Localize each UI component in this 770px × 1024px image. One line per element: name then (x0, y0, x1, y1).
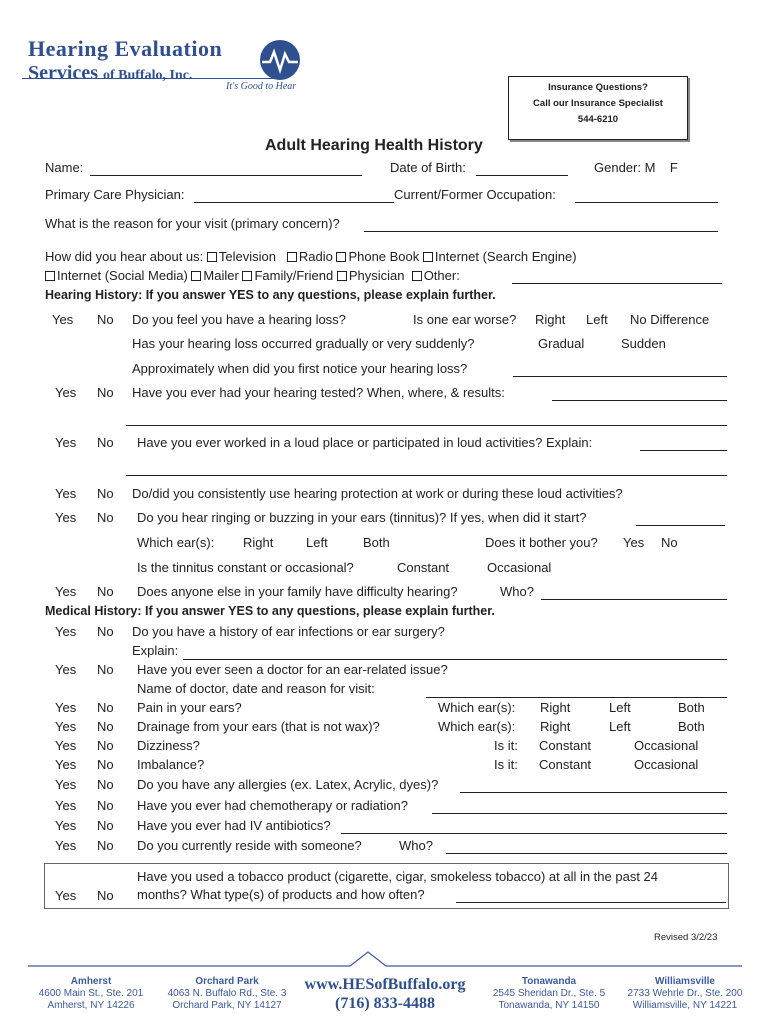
mh10-question: Do you currently reside with someone? (137, 838, 362, 853)
hh2-results-field[interactable] (552, 400, 727, 401)
hh6-no[interactable]: No (97, 584, 114, 599)
hh5-occasional[interactable]: Occasional (487, 560, 552, 575)
opt-television: Television (218, 249, 276, 264)
footer-williamsville (620, 976, 750, 1012)
hh5-constant[interactable]: Constant (397, 560, 450, 575)
hh6-question: Does anyone else in your family have difficulty hearing? (137, 584, 458, 599)
insurance-question: Insurance Questions? (548, 82, 648, 93)
footer-amherst-street: 4600 Main St., Ste. 201 (38, 988, 144, 999)
hh1-when-question: Approximately when did you first notice your hearing loss? (132, 361, 468, 376)
hh1-yes[interactable]: Yes (52, 312, 74, 327)
footer-amherst-city: Amherst, NY 14226 (47, 1000, 135, 1011)
hh2-no[interactable]: No (97, 385, 114, 400)
hh5-start-field[interactable] (636, 525, 725, 526)
hh1-when-field[interactable] (513, 376, 727, 377)
mh10-yes[interactable]: Yes (55, 838, 77, 853)
checkbox-family-friend[interactable] (242, 271, 252, 281)
mh2-doctor-label: Name of doctor, date and reason for visit: (137, 681, 375, 696)
checkbox-phone-book[interactable] (336, 252, 346, 262)
mh5-is-it: Is it: (494, 738, 518, 753)
dob-field[interactable] (476, 175, 568, 176)
name-label: Name: (45, 160, 84, 175)
opt-other: Other: (423, 268, 460, 283)
hh5-constant-question: Is the tinnitus constant or occasional? (137, 560, 354, 575)
logo-name-line2 (28, 62, 192, 85)
hh1-sudden[interactable]: Sudden (621, 336, 666, 351)
mh5-no[interactable]: No (97, 738, 114, 753)
mh5-yes[interactable]: Yes (55, 738, 77, 753)
hh5-bother-yes[interactable]: Yes (623, 535, 645, 550)
logo-underline (22, 78, 284, 79)
mh8-no[interactable]: No (97, 798, 114, 813)
mh3-both[interactable]: Both (678, 700, 705, 715)
mh7-question: Do you have any allergies (ex. Latex, Acrylic, dyes)? (137, 777, 439, 792)
checkbox-physician[interactable] (337, 271, 347, 281)
mh5-question: Dizziness? (137, 738, 200, 753)
hh1-right[interactable]: Right (535, 312, 566, 327)
mh3-left[interactable]: Left (609, 700, 631, 715)
mh8-question: Have you ever had chemotherapy or radiation? (137, 798, 408, 813)
hh3-question: Have you ever worked in a loud place or participated in loud activities? Explain: (137, 435, 593, 450)
checkbox-internet-social[interactable] (45, 271, 55, 281)
checkbox-other[interactable] (412, 271, 422, 281)
gender-label[interactable]: Gender: M F (594, 160, 678, 175)
mh1-question: Do you have a history of ear infections or ear surgery? (132, 624, 445, 639)
footer-williamsville-street: 2733 Wehrle Dr., Ste. 200 (627, 988, 743, 999)
insurance-phone: 544-6210 (577, 114, 619, 125)
mh6-yes[interactable]: Yes (55, 757, 77, 772)
hh6-yes[interactable]: Yes (55, 584, 77, 599)
footer-amherst (26, 976, 156, 1012)
mh5-occasional[interactable]: Occasional (634, 738, 699, 753)
mh6-question: Imbalance? (137, 757, 205, 772)
checkbox-internet-search[interactable] (423, 252, 433, 262)
pcp-field[interactable] (194, 202, 394, 203)
dob-label: Date of Birth: (390, 160, 466, 175)
reason-label: What is the reason for your visit (primary concern)? (45, 216, 340, 231)
mh7-no[interactable]: No (97, 777, 114, 792)
medical-history-header: Medical History: If you answer YES to any questions, please explain further. (45, 604, 495, 618)
hh2-question: Have you ever had your hearing tested? When, where, & results: (132, 385, 505, 400)
mh3-which-ear: Which ear(s): (438, 700, 516, 715)
page-title: Adult Hearing Health History (265, 137, 483, 154)
revised-date: Revised 3/2/23 (654, 932, 718, 943)
footer-orchard-street: 4063 N. Buffalo Rd., Ste. 3 (167, 988, 287, 999)
mh4-question: Drainage from your ears (that is not wax)? (137, 719, 380, 734)
mh10-no[interactable]: No (97, 838, 114, 853)
hh2-results-field-2[interactable] (126, 425, 727, 426)
referral-line2 (45, 268, 460, 283)
mh1-explain-label: Explain: (132, 643, 179, 658)
footer-tonawanda-street: 2545 Sheridan Dr., Ste. 5 (492, 988, 606, 999)
mh4-which-ear: Which ear(s): (438, 719, 516, 734)
footer-web-block (300, 975, 470, 1013)
hh5-which-ear: Which ear(s): (137, 535, 215, 550)
hh5-right[interactable]: Right (243, 535, 274, 550)
mh9-no[interactable]: No (97, 818, 114, 833)
hh3-explain-field[interactable] (640, 450, 727, 451)
mh6-is-it: Is it: (494, 757, 518, 772)
mh10-who: Who? (399, 838, 433, 853)
referral-line1 (45, 249, 577, 264)
logo-tagline: It's Good to Hear (226, 81, 297, 92)
opt-phone-book: Phone Book (348, 249, 420, 264)
hh3-no[interactable]: No (97, 435, 114, 450)
mh11-no[interactable]: No (97, 888, 114, 903)
insurance-box (508, 76, 688, 140)
mh1-no[interactable]: No (97, 624, 114, 639)
footer-website-link[interactable]: www.HESofBuffalo.org (304, 976, 466, 993)
footer-williamsville-name: Williamsville (655, 976, 715, 987)
footer-tonawanda-name: Tonawanda (521, 976, 577, 987)
mh4-left[interactable]: Left (609, 719, 631, 734)
checkbox-television[interactable] (207, 252, 217, 262)
hh6-who: Who? (500, 584, 534, 599)
insurance-call: Call our Insurance Specialist (533, 98, 663, 109)
hh1-left[interactable]: Left (586, 312, 608, 327)
mh6-occasional[interactable]: Occasional (634, 757, 699, 772)
mh10-who-field[interactable] (446, 853, 727, 854)
footer-amherst-name: Amherst (70, 976, 112, 987)
mh5-constant[interactable]: Constant (539, 738, 592, 753)
mh9-field[interactable] (341, 833, 727, 834)
mh2-doctor-field[interactable] (426, 697, 727, 698)
logo-of-buffalo: of Buffalo, Inc. (102, 68, 193, 83)
mh3-right[interactable]: Right (540, 700, 571, 715)
hh1-one-ear-worse: Is one ear worse? (413, 312, 517, 327)
footer-orchard-name: Orchard Park (195, 976, 259, 987)
mh1-yes[interactable]: Yes (55, 624, 77, 639)
name-field[interactable] (90, 175, 362, 176)
mh8-field[interactable] (432, 813, 727, 814)
footer-tonawanda (484, 976, 614, 1012)
mh7-field[interactable] (460, 792, 727, 793)
hh4-yes[interactable]: Yes (55, 486, 77, 501)
referral-other-field[interactable] (512, 283, 722, 284)
logo-name-line1: Hearing Evaluation (28, 36, 223, 61)
opt-internet-social: Internet (Social Media) (57, 268, 188, 283)
logo-services: Services (28, 62, 98, 84)
logo-ear-wave-icon (258, 38, 302, 82)
hh1-no[interactable]: No (97, 312, 114, 327)
opt-radio: Radio (298, 249, 333, 264)
mh4-no[interactable]: No (97, 719, 114, 734)
mh6-no[interactable]: No (97, 757, 114, 772)
mh3-no[interactable]: No (97, 700, 114, 715)
mh6-constant[interactable]: Constant (539, 757, 592, 772)
mh2-yes[interactable]: Yes (55, 662, 77, 677)
opt-internet-search: Internet (Search Engine) (434, 249, 577, 264)
hh3-explain-field-2[interactable] (126, 475, 727, 476)
mh11-question-line2: months? What type(s) of products and how often? (137, 887, 425, 902)
mh3-question: Pain in your ears? (137, 700, 242, 715)
footer-tonawanda-city: Tonawanda, NY 14150 (498, 1000, 600, 1011)
mh3-yes[interactable]: Yes (55, 700, 77, 715)
mh2-no[interactable]: No (97, 662, 114, 677)
opt-mailer: Mailer (203, 268, 239, 283)
referral-label: How did you hear about us: (45, 249, 204, 264)
mh9-question: Have you ever had IV antibiotics? (137, 818, 331, 833)
footer-phone: (716) 833-4488 (335, 995, 435, 1012)
footer-orchard-city: Orchard Park, NY 14127 (172, 1000, 282, 1011)
hh1-question: Do you feel you have a hearing loss? (132, 312, 346, 327)
hh5-left[interactable]: Left (306, 535, 328, 550)
mh4-yes[interactable]: Yes (55, 719, 77, 734)
pcp-label: Primary Care Physician: (45, 187, 185, 202)
footer-williamsville-city: Williamsville, NY 14221 (632, 1000, 738, 1011)
hh5-yes[interactable]: Yes (55, 510, 77, 525)
mh11-question-line1: Have you used a tobacco product (cigarette, cigar, smokeless tobacco) at all in the past 24 (137, 869, 659, 884)
hh1-no-difference[interactable]: No Difference (630, 312, 710, 327)
hh5-bother: Does it bother you? (485, 535, 598, 550)
hh4-no[interactable]: No (97, 486, 114, 501)
footer-wave-divider (28, 948, 742, 970)
mh4-both[interactable]: Both (678, 719, 705, 734)
hh3-yes[interactable]: Yes (55, 435, 77, 450)
opt-physician: Physician (348, 268, 405, 283)
mh11-yes[interactable]: Yes (55, 888, 77, 903)
mh8-yes[interactable]: Yes (55, 798, 77, 813)
hh1-gradual[interactable]: Gradual (538, 336, 585, 351)
hh5-both[interactable]: Both (363, 535, 390, 550)
footer-orchard-park (162, 976, 292, 1012)
occupation-field[interactable] (575, 202, 718, 203)
mh2-question: Have you ever seen a doctor for an ear-related issue? (137, 662, 448, 677)
hh6-who-field[interactable] (541, 599, 727, 600)
hearing-history-header: Hearing History: If you answer YES to any questions, please explain further. (45, 288, 496, 302)
occupation-label: Current/Former Occupation: (394, 187, 556, 202)
hh4-question: Do/did you consistently use hearing protection at work or during these loud activities? (132, 486, 623, 501)
hh5-bother-no[interactable]: No (661, 535, 678, 550)
mh9-yes[interactable]: Yes (55, 818, 77, 833)
mh4-right[interactable]: Right (540, 719, 571, 734)
reason-field[interactable] (364, 231, 718, 232)
mh7-yes[interactable]: Yes (55, 777, 77, 792)
mh1-explain-field[interactable] (183, 659, 727, 660)
opt-family-friend: Family/Friend (254, 268, 334, 283)
hh1-onset-question: Has your hearing loss occurred gradually or very suddenly? (132, 336, 475, 351)
hh5-question: Do you hear ringing or buzzing in your ears (tinnitus)? If yes, when did it start? (137, 510, 587, 525)
checkbox-radio[interactable] (287, 252, 297, 262)
checkbox-mailer[interactable] (191, 271, 201, 281)
mh11-field[interactable] (456, 902, 726, 903)
hh5-no[interactable]: No (97, 510, 114, 525)
hh2-yes[interactable]: Yes (55, 385, 77, 400)
